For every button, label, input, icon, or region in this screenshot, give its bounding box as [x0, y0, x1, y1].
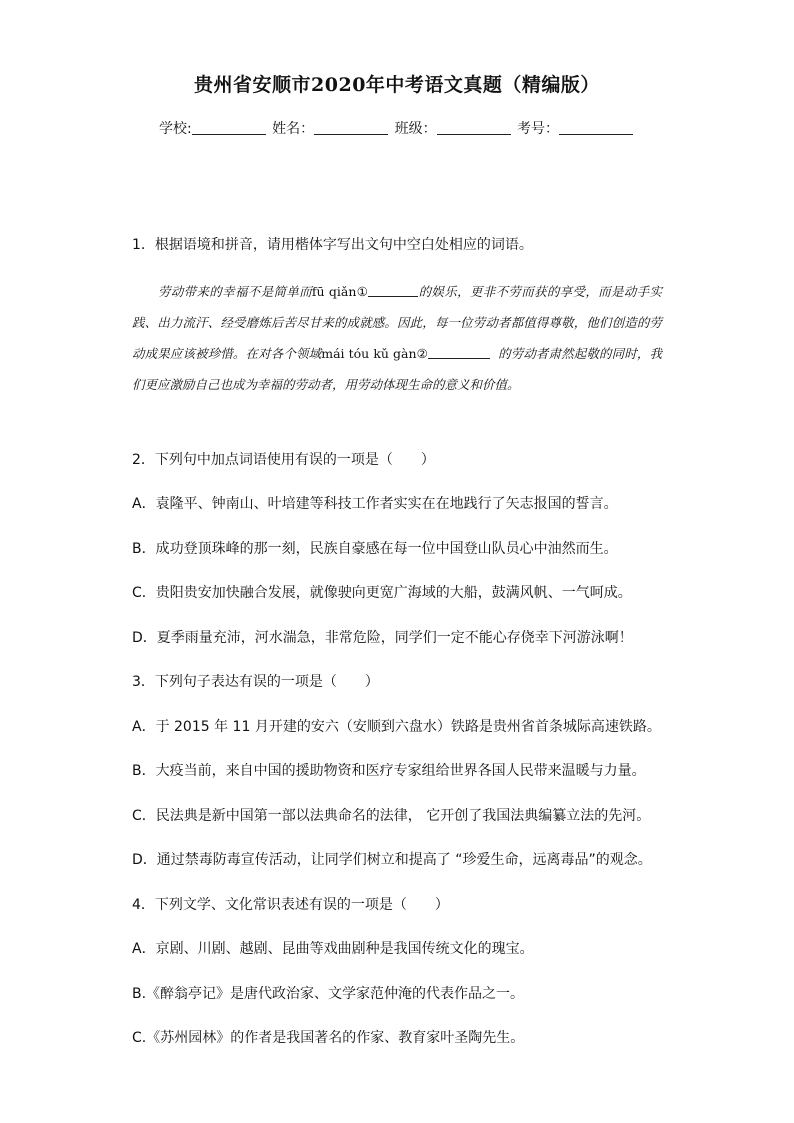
question-4-option-b: B.《醉翁亭记》是唐代政治家、文学家范仲淹的代表作品之一。 — [132, 986, 525, 1002]
exam-no-label: 考号： — [517, 121, 560, 137]
name-label: 姓名： — [272, 121, 315, 137]
question-3-option-b: B．大疫当前，来自中国的援助物资和医疗专家组给世界各国人民带来温暖与力量。 — [132, 763, 646, 779]
question-2-option-b: B．成功登顶珠峰的那一刻，民族自豪感在每一位中国登山队员心中油然而生。 — [132, 541, 618, 557]
student-info-line — [0, 118, 794, 138]
class-label: 班级： — [394, 121, 437, 137]
exam-no-blank[interactable] — [559, 120, 633, 135]
class-blank[interactable] — [437, 120, 511, 135]
question-3-stem: 3．下列句子表达有误的一项是（ ） — [132, 674, 379, 690]
school-blank[interactable] — [192, 120, 266, 135]
question-1-stem: 1．根据语境和拼音，请用楷体字写出文句中空白处相应的词语。 — [132, 237, 533, 253]
passage-part-c: 的劳动者肃然起敬的同时，我们更应激励自己也成为幸福的劳动者，用劳动体现生命的意义和价值。 — [132, 346, 662, 392]
pinyin-1: fū qiǎn① — [311, 284, 369, 299]
question-2-stem: 2．下列句中加点词语使用有误的一项是（ ） — [132, 452, 435, 468]
question-4-option-c: C.《苏州园林》的作者是我国著名的作家、教育家叶圣陶先生。 — [132, 1030, 525, 1046]
page-title: 贵州省安顺市2020年中考语文真题（精编版） — [194, 74, 600, 96]
question-4-option-a: A．京剧、川剧、越剧、昆曲等戏曲剧种是我国传统文化的瑰宝。 — [132, 941, 534, 957]
question-3-option-c: C．民法典是新中国第一部以法典命名的法律， 它开创了我国法典编纂立法的先河。 — [132, 808, 651, 824]
question-4-stem: 4．下列文学、文化常识表述有误的一项是（ ） — [132, 897, 449, 913]
passage-part-a: 劳动带来的幸福不是简单而 — [158, 284, 312, 299]
question-2-option-c: C．贵阳贵安加快融合发展，就像驶向更宽广海域的大船，鼓满风帆、一气呵成。 — [132, 585, 632, 601]
question-1-passage — [132, 276, 662, 400]
question-3-option-a: A．于 2015 年 11 月开建的安六（安顺到六盘水）铁路是贵州省首条城际高速铁路。 — [132, 719, 661, 735]
answer-blank-2[interactable] — [428, 346, 490, 359]
answer-blank-1[interactable] — [368, 284, 418, 297]
school-label: 学校: — [158, 121, 192, 137]
question-2-option-d: D．夏季雨量充沛，河水湍急，非常危险，同学们一定不能心存侥幸下河游泳啊！ — [132, 630, 633, 646]
pinyin-2: mái tóu kǔ gàn② — [321, 346, 428, 361]
passage-part-b: 的娱乐，更非不劳而获的享受，而是动手实践、出力流汗、经受磨炼后苦尽甘来的成就感。因此，每一位劳动者都值得尊敬，他们创造的劳动成果应该被珍惜。在对各个领域 — [132, 284, 662, 361]
question-3-option-d: D．通过禁毒防毒宣传活动，让同学们树立和提高了 “珍爱生命，远离毒品”的观念。 — [132, 852, 652, 868]
question-2-option-a: A．袁隆平、钟南山、叶培建等科技工作者实实在在地践行了矢志报国的誓言。 — [132, 496, 618, 512]
name-blank[interactable] — [314, 120, 388, 135]
